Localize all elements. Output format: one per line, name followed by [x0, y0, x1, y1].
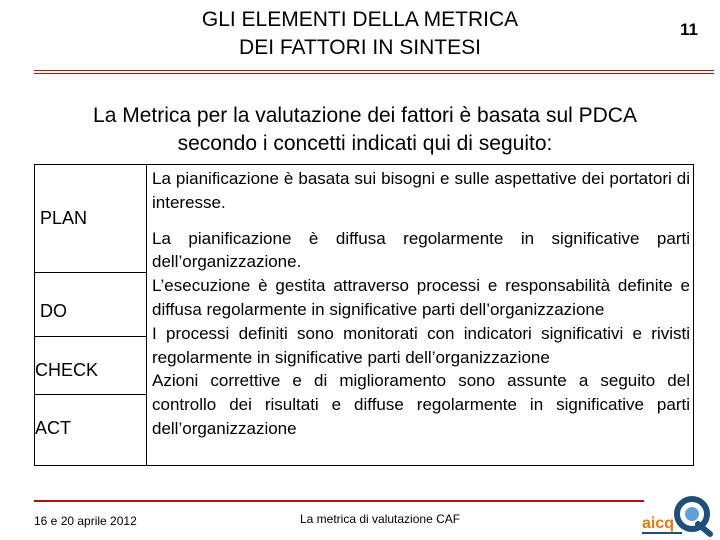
footer-date: 16 e 20 aprile 2012 — [34, 514, 137, 528]
table-column-divider — [146, 164, 147, 466]
phase-label-act: ACT — [35, 418, 71, 438]
phase-separator — [34, 336, 147, 337]
phase-separator — [34, 272, 147, 273]
phase-label-plan: PLAN — [40, 208, 88, 228]
page-title — [150, 6, 570, 62]
footer-title: La metrica di valutazione CAF — [300, 512, 461, 526]
title-line-2: DEI FATTORI IN SINTESI — [239, 36, 481, 59]
aicq-logo-icon — [640, 494, 718, 538]
intro-text — [20, 102, 710, 158]
intro-line-2: secondo i concetti indicati qui di seguito: — [177, 132, 553, 155]
act-description: Azioni correttive e di miglioramento sono assunte a seguito del controllo dei risultati e diffuse regolarmente in significative parti dell’organizzazione — [152, 371, 690, 438]
intro-line-1: La Metrica per la valutazione dei fattori è basata sul PDCA — [93, 104, 637, 127]
plan-description-1: La pianificazione è basata sui bisogni e sulle aspettative dei portatori di interesse. — [152, 169, 690, 212]
footer-rule — [34, 500, 644, 502]
phase-descriptions — [152, 167, 690, 441]
svg-text:aicq: aicq — [642, 515, 675, 532]
header-rule — [34, 70, 714, 74]
page-number: 11 — [680, 20, 698, 39]
phase-separator — [34, 394, 147, 395]
title-line-1: GLI ELEMENTI DELLA METRICA — [201, 8, 519, 31]
phase-label-do: DO — [40, 301, 67, 321]
plan-description-2: La pianificazione è diffusa regolarmente in significative parti dell’organizzazione. — [152, 228, 690, 272]
check-description: I processi definiti sono monitorati con indicatori significativi e rivisti regolarmente in significative parti dell’organizzazione — [152, 323, 690, 367]
do-description: L’esecuzione è gestita attraverso processi e responsabilità definite e diffusa regolarmente in significative parti dell’organizzazione — [152, 276, 690, 319]
phase-label-check: CHECK — [35, 360, 99, 380]
